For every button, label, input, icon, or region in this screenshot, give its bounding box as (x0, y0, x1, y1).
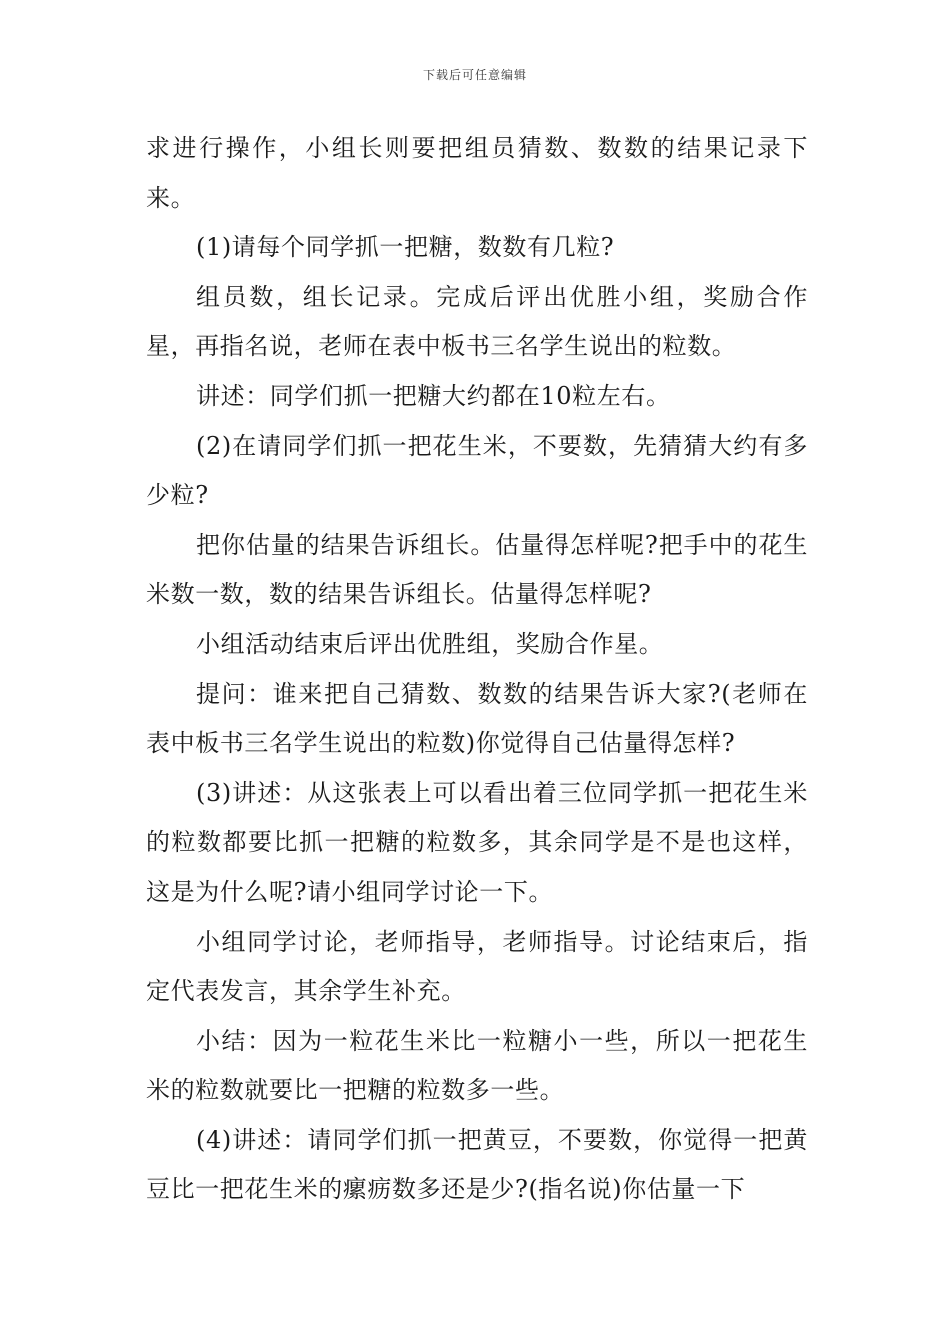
paragraph: (4)讲述：请同学们抓一把黄豆，不要数，你觉得一把黄豆比一把花生米的瘰疬数多还是少?(指名说)你估量一下 (146, 1125, 808, 1204)
document-body (146, 124, 808, 1215)
paragraph: 把你估量的结果告诉组长。估量得怎样呢?把手中的花生米数一数，数的结果告诉组长。估量得怎样呢? (146, 530, 808, 609)
paragraph: 小结：因为一粒花生米比一粒糖小一些，所以一把花生米的粒数就要比一把糖的粒数多一些。 (146, 1026, 808, 1105)
paragraph: 求进行操作，小组长则要把组员猜数、数数的结果记录下来。 (146, 134, 808, 212)
paragraph: 讲述：同学们抓一把糖大约都在10粒左右。 (196, 381, 671, 410)
paragraph: 提问：谁来把自己猜数、数数的结果告诉大家?(老师在表中板书三名学生说出的粒数)你觉得自己估量得怎样? (146, 679, 808, 758)
paragraph: (3)讲述：从这张表上可以看出着三位同学抓一把花生米的粒数都要比抓一把糖的粒数多，其余同学是不是也这样，这是为什么呢?请小组同学讨论一下。 (146, 778, 808, 906)
paragraph: 小组活动结束后评出优胜组，奖励合作星。 (196, 629, 664, 658)
paragraph: (1)请每个同学抓一把糖，数数有几粒? (196, 233, 615, 262)
paragraph: (2)在请同学们抓一把花生米，不要数，先猜猜大约有多少粒? (146, 431, 808, 510)
paragraph: 组员数，组长记录。完成后评出优胜小组，奖励合作星，再指名说，老师在表中板书三名学生说出的粒数。 (146, 282, 808, 361)
page-header: 下载后可任意编辑 (422, 68, 527, 82)
paragraph: 小组同学讨论，老师指导，老师指导。讨论结束后，指定代表发言，其余学生补充。 (146, 927, 808, 1006)
